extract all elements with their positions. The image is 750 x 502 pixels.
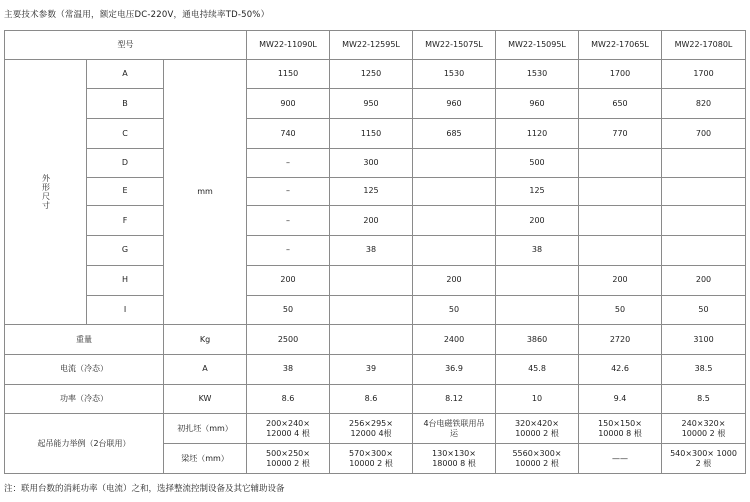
lifting-value-line: 320×420× (515, 418, 559, 428)
current-value: 39 (330, 354, 413, 384)
power-value: 9.4 (579, 384, 662, 414)
dimension-value: – (247, 206, 330, 236)
lifting-value-line: 运 (450, 428, 458, 438)
lifting-value (662, 414, 746, 444)
dimension-value (330, 295, 413, 325)
dimension-value: 200 (496, 206, 579, 236)
dimension-value: 1250 (330, 59, 413, 89)
dimension-value: 200 (579, 265, 662, 295)
dimension-value: 1530 (496, 59, 579, 89)
lifting-value-line: 150×150× (598, 418, 642, 428)
dimension-value (330, 265, 413, 295)
power-label: 功率（冷态） (5, 384, 164, 414)
dimension-value (413, 177, 496, 206)
dimension-value: 200 (662, 265, 746, 295)
dimensions-unit: mm (164, 59, 247, 325)
power-value: 8.6 (330, 384, 413, 414)
dimension-value: 960 (413, 89, 496, 119)
weight-unit: Kg (164, 325, 247, 355)
dimension-value (579, 236, 662, 266)
lifting-value-line: 10000 2 根 (515, 428, 559, 438)
model-name: MW22-12595L (330, 31, 413, 60)
lifting-value-line: 10000 2 根 (515, 458, 559, 468)
dimension-value (496, 265, 579, 295)
model-name: MW22-11090L (247, 31, 330, 60)
lifting-row-name: 初扎坯（mm） (164, 414, 247, 444)
dimension-value (662, 148, 746, 177)
dimension-value (662, 206, 746, 236)
dimension-value: 960 (496, 89, 579, 119)
weight-value: 3100 (662, 325, 746, 355)
lifting-value-line: 10000 8 根 (598, 428, 642, 438)
dimension-name: I (87, 295, 164, 325)
current-value: 42.6 (579, 354, 662, 384)
model-name: MW22-15095L (496, 31, 579, 60)
weight-value: 2500 (247, 325, 330, 355)
dimension-value: 1150 (330, 119, 413, 149)
lifting-value (330, 414, 413, 444)
lifting-value (413, 444, 496, 474)
lifting-value (579, 444, 662, 474)
dimension-value (579, 206, 662, 236)
weight-label: 重量 (5, 325, 164, 355)
dimension-value: 200 (330, 206, 413, 236)
dimension-value (413, 148, 496, 177)
dimension-value (662, 177, 746, 206)
dimensions-group-label: 外形尺寸 (5, 59, 87, 325)
lifting-value (579, 414, 662, 444)
dimension-name: A (87, 59, 164, 89)
footnote: 注：联用台数的消耗功率（电流）之和，选择整流控制设备及其它辅助设备 (4, 484, 285, 494)
lifting-value-line: —— (612, 453, 628, 463)
lifting-value (662, 444, 746, 474)
dimension-name: F (87, 206, 164, 236)
weight-value (330, 325, 413, 355)
power-unit: KW (164, 384, 247, 414)
lifting-value-line: 4台电磁铁联用吊 (423, 418, 485, 428)
dimension-value: 38 (330, 236, 413, 266)
dimension-value: 820 (662, 89, 746, 119)
lifting-value-line: 540×300× 1000 (670, 448, 737, 458)
lifting-value-line: 18000 8 根 (432, 458, 476, 468)
dimension-value: – (247, 236, 330, 266)
lifting-value (247, 444, 330, 474)
dimension-value: 900 (247, 89, 330, 119)
dimension-value: 200 (413, 265, 496, 295)
dimension-name: D (87, 148, 164, 177)
dimension-value: 125 (330, 177, 413, 206)
model-name: MW22-17080L (662, 31, 746, 60)
table-caption: 主要技术参数（常温用，额定电压DC-220V，通电持续率TD-50%） (4, 10, 270, 20)
dimension-name: E (87, 177, 164, 206)
dimension-name: C (87, 119, 164, 149)
dimension-value: 650 (579, 89, 662, 119)
lifting-value (330, 444, 413, 474)
header-model-label: 型号 (5, 31, 247, 60)
dimension-value: 1700 (579, 59, 662, 89)
dimension-value: 700 (662, 119, 746, 149)
lifting-value (496, 414, 579, 444)
lifting-value-line: 130×130× (432, 448, 476, 458)
dimension-value: 300 (330, 148, 413, 177)
dimension-value: 125 (496, 177, 579, 206)
dimension-value: 200 (247, 265, 330, 295)
current-value: 45.8 (496, 354, 579, 384)
dimension-value: 1120 (496, 119, 579, 149)
lifting-value-line: 10000 2 根 (349, 458, 393, 468)
current-value: 36.9 (413, 354, 496, 384)
dimension-value (579, 177, 662, 206)
lifting-value-line: 2 根 (695, 458, 712, 468)
lifting-value-line: 5560×300× (512, 448, 562, 458)
lifting-value-line: 240×320× (681, 418, 726, 428)
dimension-value: 50 (662, 295, 746, 325)
lifting-value-line: 12000 4根 (350, 428, 392, 438)
dimension-value: 950 (330, 89, 413, 119)
lifting-value-line: 500×250× (266, 448, 310, 458)
dimension-value: 770 (579, 119, 662, 149)
model-name: MW22-15075L (413, 31, 496, 60)
dimension-value: 50 (247, 295, 330, 325)
dimension-name: G (87, 236, 164, 266)
spec-table (4, 30, 746, 474)
lifting-value-line: 256×295× (349, 418, 393, 428)
lifting-label: 起吊能力举例（2台联用） (5, 414, 164, 474)
power-value: 8.12 (413, 384, 496, 414)
dimension-value (496, 295, 579, 325)
dimension-value: 50 (413, 295, 496, 325)
dimension-value (413, 206, 496, 236)
dimension-value (662, 236, 746, 266)
dimension-name: H (87, 265, 164, 295)
lifting-value-line: 10000 2 根 (681, 428, 726, 438)
dimension-value: 500 (496, 148, 579, 177)
lifting-value-line: 200×240× (266, 418, 310, 428)
current-label: 电流（冷态） (5, 354, 164, 384)
weight-value: 2720 (579, 325, 662, 355)
dimension-value: 1530 (413, 59, 496, 89)
dimension-value: 50 (579, 295, 662, 325)
dimension-name: B (87, 89, 164, 119)
dimension-value: 740 (247, 119, 330, 149)
model-name: MW22-17065L (579, 31, 662, 60)
dimension-value: – (247, 148, 330, 177)
lifting-value (413, 414, 496, 444)
dimension-value: – (247, 177, 330, 206)
current-value: 38.5 (662, 354, 746, 384)
dimension-value: 1150 (247, 59, 330, 89)
dimension-value (413, 236, 496, 266)
weight-value: 2400 (413, 325, 496, 355)
dimension-value: 1700 (662, 59, 746, 89)
dimension-value: 685 (413, 119, 496, 149)
lifting-value (496, 444, 579, 474)
power-value: 8.6 (247, 384, 330, 414)
dimension-value: 38 (496, 236, 579, 266)
lifting-row-name: 梁坯（mm） (164, 444, 247, 474)
power-value: 10 (496, 384, 579, 414)
current-value: 38 (247, 354, 330, 384)
lifting-value-line: 12000 4 根 (266, 428, 310, 438)
lifting-value-line: 10000 2 根 (266, 458, 310, 468)
dimension-value (579, 148, 662, 177)
weight-value: 3860 (496, 325, 579, 355)
current-unit: A (164, 354, 247, 384)
lifting-value-line: 570×300× (349, 448, 393, 458)
power-value: 8.5 (662, 384, 746, 414)
lifting-value (247, 414, 330, 444)
